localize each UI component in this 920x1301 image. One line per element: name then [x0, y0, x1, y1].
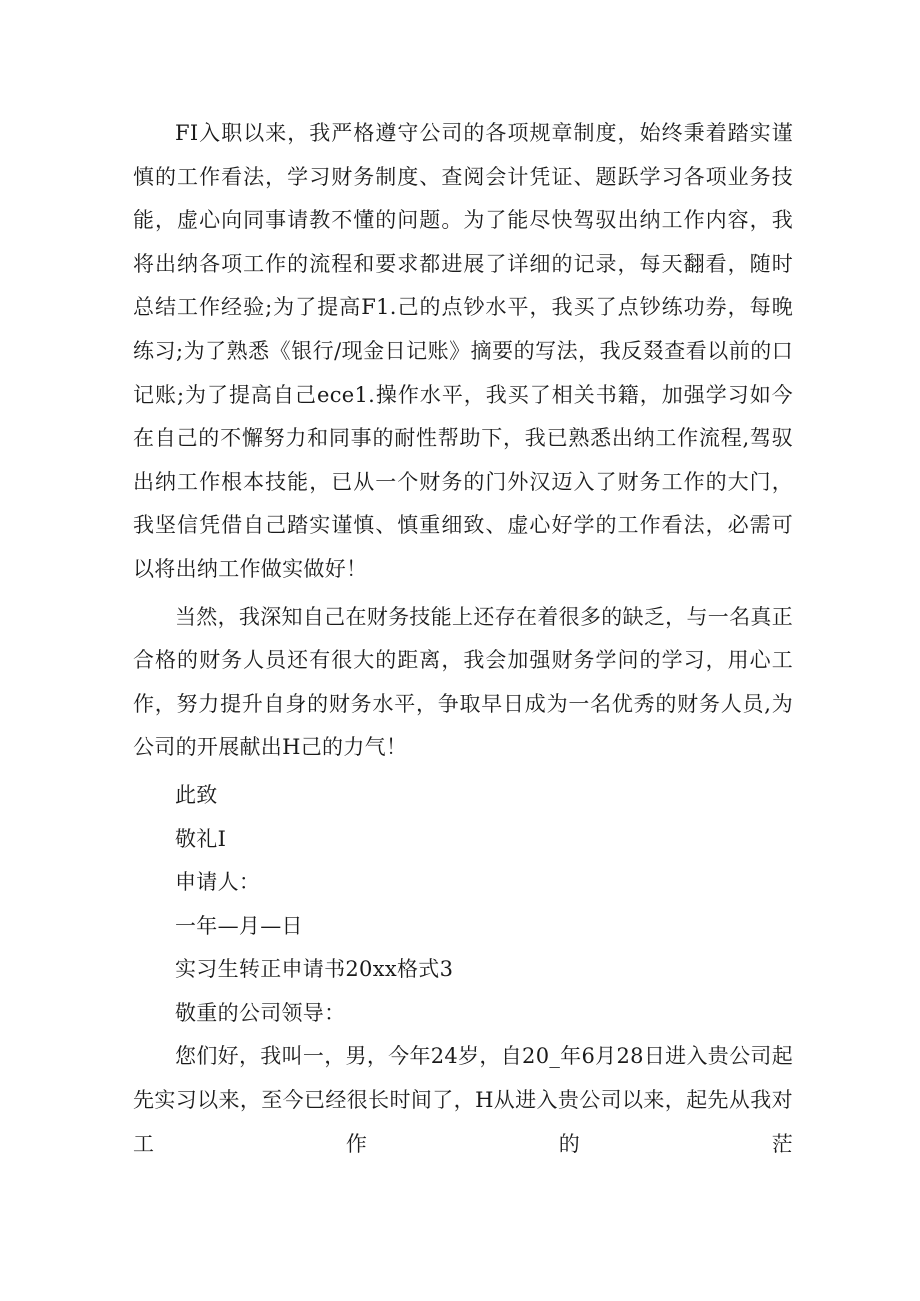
paragraph-self-improvement: 当然，我深知自己在财务技能上还存在着很多的缺乏，与一名真正合格的财务人员还有很大的距离，我会加强财务学问的学习，用心工作，努力提升自身的财务水平，争取早日成为一名优秀的财务人员,为公司的开展献出H己的力气！ [133, 604, 793, 760]
document-page [133, 112, 793, 1166]
closing-greeting: 此致 [175, 782, 218, 807]
closing-salute: 敬礼I [175, 826, 227, 851]
date-line: 一年—月—日 [175, 913, 303, 938]
section-title: 实习生转正申请书20xx格式3 [175, 957, 454, 982]
paragraph-work-attitude: FI入职以来，我严格遵守公司的各项规章制度，始终秉着踏实谨慎的工作看法，学习财务制度、查阅会计凭证、题跃学习各项业务技能，虚心向同事请教不懂的问题。为了能尽快驾驭出纳工作内容，我将出纳各项工作的流程和要求都进展了详细的记录，每天翻看，随时总结工作经验;为了提高F1.己的点钞水平，我买了点钞练功券，每晚练习;为了熟悉《银行/现金日记账》摘要的写法，我反叕查看以前的口记账;为了提高自己ece1.操作水平，我买了相关书籍，加强学习如今在自己的不懈努力和同事的耐性帮助下，我已熟悉出纳工作流程,驾驭出纳工作根本技能，已从一个财务的门外汉迈入了财务工作的大门，我坚信凭借自己踏实谨慎、慎重细致、虚心好学的工作看法，必需可以将出纳工作做实做好！ [133, 121, 793, 581]
applicant-label: 申请人： [175, 870, 261, 895]
paragraph-introduction: 您们好，我叫一，男，今年24岁，自20_年6月28日进入贵公司起先实习以来，至今已经很长时间了，H从进入贵公司以来，起先从我对工作的茫 [133, 1044, 793, 1156]
salutation: 敬重的公司领导： [175, 1000, 346, 1025]
